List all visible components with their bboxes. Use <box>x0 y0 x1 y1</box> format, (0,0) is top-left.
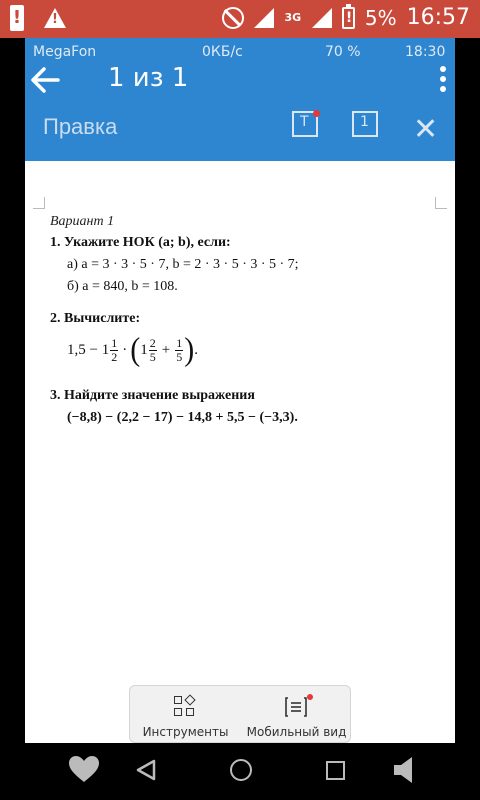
status-bar <box>0 0 480 38</box>
variant-heading: Вариант 1 <box>50 214 115 229</box>
photo-toolbar <box>25 66 455 161</box>
arrow-left-icon <box>28 62 64 98</box>
task-3-expression: (−8,8) − (2,2 − 17) − 14,8 + 5,5 − (−3,3). <box>67 410 298 425</box>
expr-part: 1,5 − 1 <box>67 341 110 358</box>
system-indicators <box>222 5 470 30</box>
speaker-icon[interactable] <box>392 755 418 785</box>
back-button[interactable] <box>28 62 64 98</box>
photo-title: Правка <box>43 114 118 139</box>
fraction: $\frac{2}{5}$ <box>149 335 156 364</box>
photo-time: 18:30 <box>405 44 446 60</box>
nav-back-icon[interactable] <box>135 759 157 781</box>
photo-battery: 70 % <box>325 44 361 60</box>
battery-icon: ! <box>342 7 355 29</box>
photo-carrier: MegaFon <box>33 44 97 60</box>
signal-strength-icon <box>254 8 274 28</box>
mobile-view-button[interactable] <box>241 686 352 743</box>
mobile-view-icon <box>285 696 307 718</box>
tools-label: Инструменты <box>142 725 229 739</box>
fraction: $\frac{1}{2}$ <box>111 335 118 364</box>
page-counter: 1 из 1 <box>108 63 189 93</box>
task-1-part-a: а) a = 3 · 3 · 5 · 7, b = 2 · 3 · 5 · 3 · 5 · 7; <box>67 257 299 272</box>
photo-status-bar <box>25 38 455 66</box>
battery-percent: 5% <box>364 5 397 30</box>
notification-icons <box>10 5 66 31</box>
heart-icon[interactable] <box>68 755 100 783</box>
task-2-title: 2. Вычислите: <box>50 311 141 326</box>
photo-notification-dot <box>313 110 320 117</box>
warning-triangle-icon: ! <box>44 8 66 28</box>
nav-recent-apps-icon[interactable] <box>326 761 345 780</box>
photo-close-icon: ✕ <box>413 112 439 147</box>
nav-home-icon[interactable] <box>230 759 252 781</box>
floating-toolbar <box>129 685 351 743</box>
tools-button[interactable] <box>130 686 241 743</box>
photo-pages-icon: 1 <box>352 111 378 137</box>
network-type: 3G <box>284 10 302 24</box>
signal-strength-icon-2 <box>312 8 332 28</box>
task-1-part-b: б) a = 840, b = 108. <box>67 279 178 294</box>
expr-end: . <box>194 341 198 358</box>
crop-mark <box>33 197 45 209</box>
document-page <box>25 161 455 743</box>
alert-notification-icon: ! <box>10 5 24 31</box>
more-vert-icon[interactable] <box>438 66 448 102</box>
expr-dot: · <box>122 341 128 358</box>
task-3-title: 3. Найдите значение выражения <box>50 388 255 403</box>
tools-grid-icon <box>174 696 196 718</box>
mobile-view-label: Мобильный вид <box>246 725 347 739</box>
task-2-expression <box>67 333 198 367</box>
task-1-title: 1. Укажите НОК (a; b), если: <box>50 235 231 250</box>
badge-dot <box>307 694 313 700</box>
navigation-bar <box>0 743 480 800</box>
expr-whole: 1 <box>140 341 148 358</box>
photo-text-tool-icon: T <box>292 111 318 137</box>
crop-mark <box>435 197 447 209</box>
paren-open: ( <box>130 331 141 368</box>
status-time: 16:57 <box>406 5 470 30</box>
photo-speed: 0КБ/с <box>202 44 243 60</box>
fraction: $\frac{1}{5}$ <box>176 335 183 364</box>
paren-close: ) <box>184 331 195 368</box>
do-not-disturb-icon <box>222 7 244 29</box>
expr-plus: + <box>161 341 171 358</box>
image-viewer <box>25 38 455 743</box>
